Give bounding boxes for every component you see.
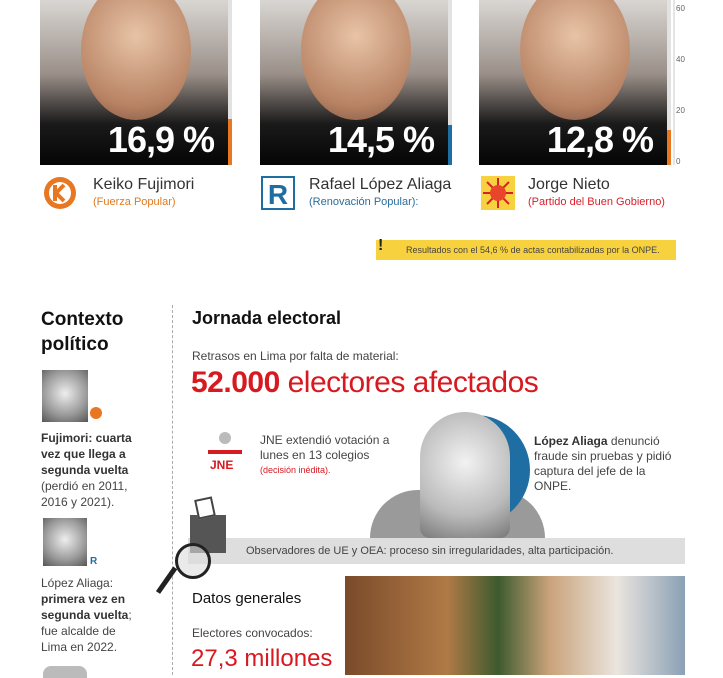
candidate-party: (Renovación Popular): — [309, 196, 419, 208]
results-note — [376, 237, 676, 260]
renovacion-popular-r-icon — [261, 176, 295, 210]
lopez-context-start: López Aliaga: — [41, 576, 114, 590]
candidate-name: Jorge Nieto — [528, 176, 610, 193]
candidate-name: Rafael López Aliaga — [309, 176, 452, 193]
jne-logo-text: JNE — [210, 458, 234, 472]
lopez-denuncia-rest: denunció fraude sin pruebas y pidió captura del jefe de la ONPE. — [534, 434, 672, 493]
jornada-title: Jornada electoral — [192, 308, 342, 328]
column-divider — [172, 305, 173, 675]
candidate-photo-fujimori — [40, 0, 232, 165]
axis-tick: 60 — [676, 4, 685, 13]
observers-text: Observadores de UE y OEA: proceso sin irregularidades, alta participación. — [246, 545, 614, 557]
fujimori-context-bold: Fujimori: cuarta vez que llega a segunda vuelta — [41, 431, 132, 477]
datos-title: Datos generales — [192, 590, 302, 607]
percent-label: 12,8 % — [546, 119, 653, 160]
percent-axis — [673, 0, 675, 165]
percent-bar-fill — [228, 119, 232, 165]
datos-value: 27,3 millones — [191, 645, 333, 672]
percent-label: 16,9 % — [107, 119, 214, 160]
jne-text: JNE extendió votación a lunes en 13 colegios — [260, 433, 390, 462]
observers-bar — [188, 538, 685, 564]
axis-tick: 0 — [676, 157, 681, 166]
lopez-denuncia-text — [534, 434, 684, 494]
headline-number: 52.000 — [191, 366, 280, 399]
magnifier-handle — [156, 566, 177, 593]
axis-tick: 20 — [676, 106, 685, 115]
fujimori-portrait — [42, 370, 88, 422]
polling-station-photo — [345, 576, 685, 675]
candidate-photo-nieto — [479, 0, 671, 165]
lopez-aliaga-portrait — [43, 518, 87, 566]
jornada-headline — [191, 366, 538, 400]
candidate-name: Keiko Fujimori — [93, 176, 195, 193]
lopez-aliaga-illustration — [420, 412, 510, 538]
fujimori-context-text — [41, 430, 141, 510]
lopez-context-text — [41, 575, 141, 655]
candidate-party: (Partido del Buen Gobierno) — [528, 196, 665, 208]
warning-icon: ! — [378, 237, 384, 254]
headline-text: electores afectados — [279, 366, 539, 399]
candidate-party: (Fuerza Popular) — [93, 196, 176, 208]
jornada-subtitle: Retrasos en Lima por falta de material: — [192, 349, 399, 363]
svg-text:R: R — [267, 179, 289, 210]
context-title: Contexto político — [41, 309, 124, 355]
datos-label: Electores convocados: — [192, 626, 313, 640]
ballot-paper-icon — [194, 496, 216, 519]
percent-bar-fill — [448, 125, 452, 165]
jne-logo — [202, 432, 248, 476]
magnifier-icon — [175, 543, 211, 579]
renovacion-mini-icon: R — [90, 556, 98, 567]
jne-note: (decisión inédita). — [260, 465, 331, 475]
fuerza-popular-mini-icon — [90, 407, 102, 419]
axis-tick: 40 — [676, 55, 685, 64]
percent-bar-lopez-aliaga — [448, 0, 452, 165]
nieto-portrait — [43, 666, 87, 678]
percent-label: 14,5 % — [327, 119, 434, 160]
fujimori-context-rest: (perdió en 2011, 2016 y 2021). — [41, 479, 128, 509]
buen-gobierno-sun-icon — [481, 176, 515, 210]
lopez-context-bold: primera vez en segunda vuelta — [41, 592, 129, 622]
percent-bar-fill — [667, 130, 671, 165]
percent-bar-fujimori — [228, 0, 232, 165]
lopez-denuncia-bold: López Aliaga — [534, 434, 608, 448]
fuerza-popular-k-icon — [43, 176, 77, 210]
results-note-text: Resultados con el 54,6 % de actas contabilizadas por la ONPE. — [406, 245, 660, 255]
candidate-photo-lopez-aliaga — [260, 0, 452, 165]
lopez-context-rest: ; fue alcalde de Lima en 2022. — [41, 608, 132, 654]
percent-bar-nieto — [667, 0, 671, 165]
